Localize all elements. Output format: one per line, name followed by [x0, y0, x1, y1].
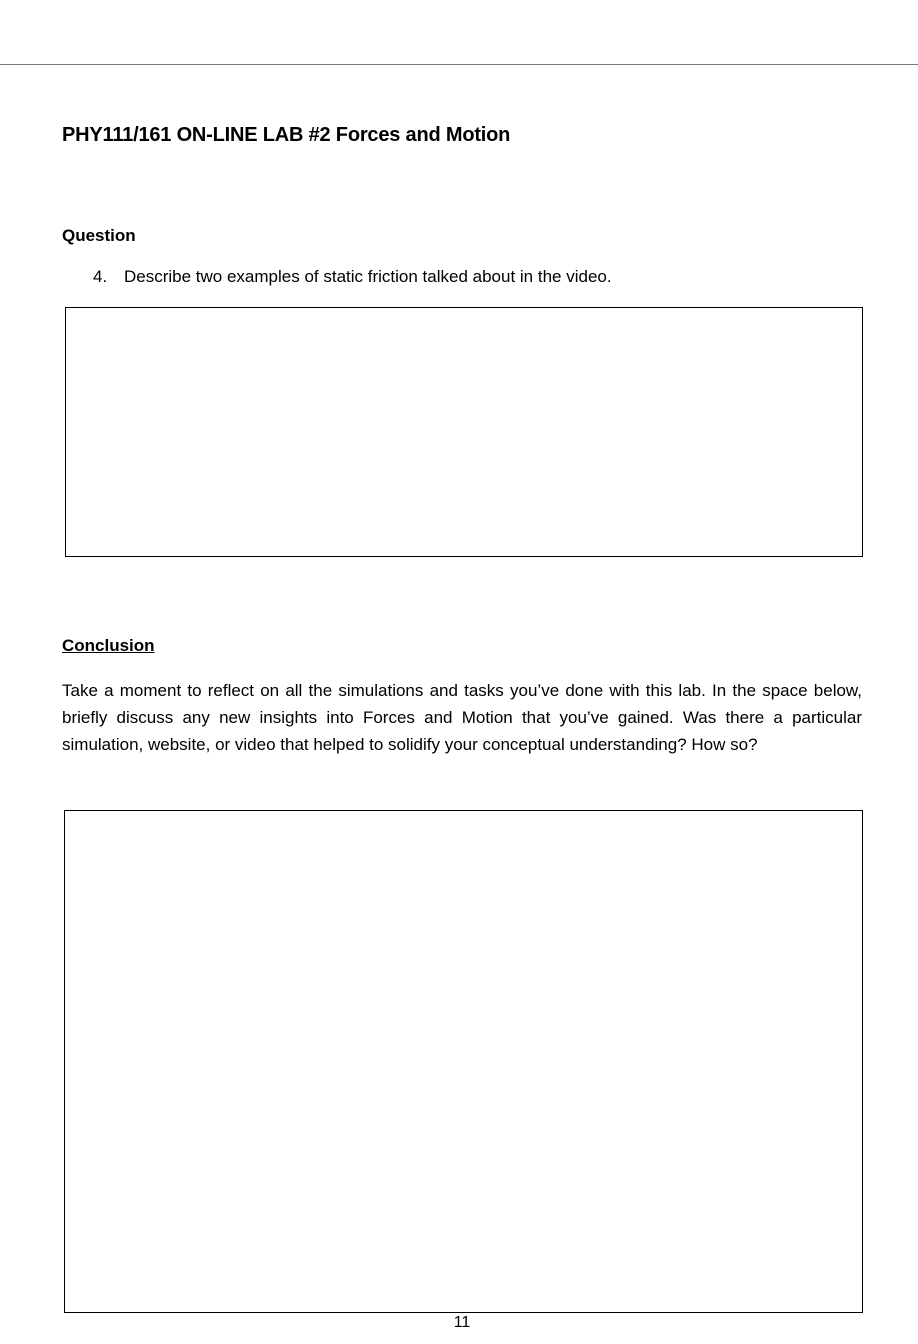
header-divider [0, 64, 918, 65]
page-number: 11 [453, 1314, 471, 1331]
question-item [93, 267, 612, 287]
document-title: PHY111/161 ON-LINE LAB #2 Forces and Motion [62, 124, 511, 146]
question-number: 4. [93, 267, 108, 286]
conclusion-answer-box[interactable] [64, 810, 863, 1313]
question-section-heading: Question [62, 226, 136, 245]
question-text: Describe two examples of static friction talked about in the video. [124, 267, 612, 286]
question-answer-box[interactable] [65, 307, 863, 557]
conclusion-section-heading: Conclusion [62, 636, 155, 655]
conclusion-prompt: Take a moment to reflect on all the simulations and tasks you’ve done with this lab. In the space below, briefly discuss any new insights into Forces and Motion that you’ve gained. Was there a particular simulation, website, or video that helped to solidify your conceptual understanding? How so? [62, 681, 862, 754]
